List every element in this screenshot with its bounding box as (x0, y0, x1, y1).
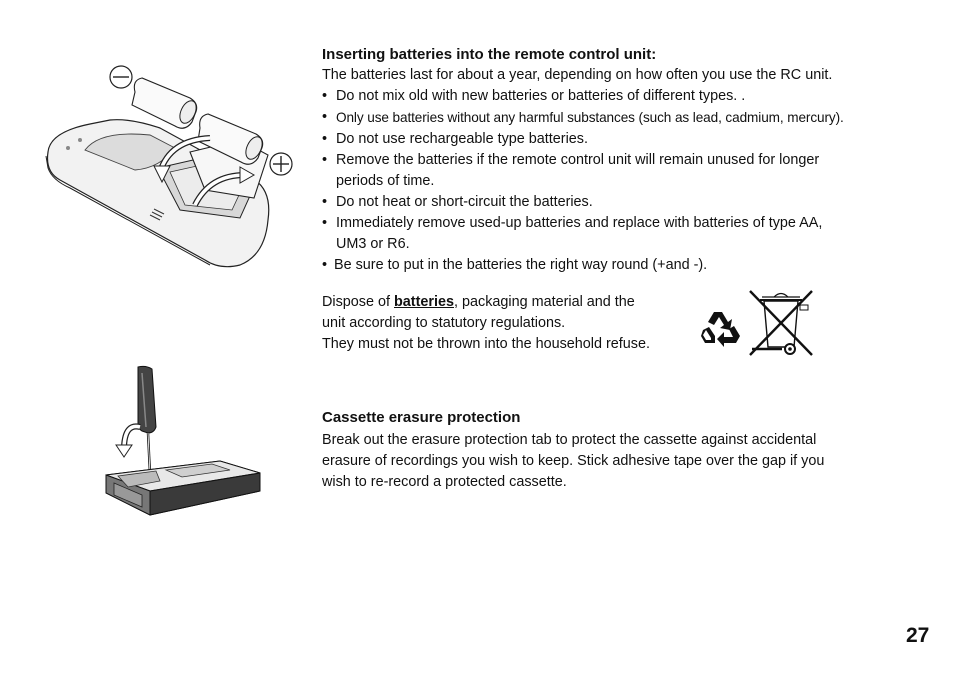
cassette-illustration (100, 365, 265, 525)
page-number: 27 (906, 624, 930, 647)
list-item-continuation: periods of time. (336, 173, 435, 189)
list-item: • Do not heat or short-circuit the batteries. (322, 194, 593, 210)
list-item-text: Do not use rechargeable type batteries. (336, 131, 588, 147)
battery-1 (132, 78, 199, 128)
cassette-section-body: Break out the erasure protection tab to protect the cassette against accidental erasure of recordings you wish to keep. Stick adhesive tape over the gap if you wish to re-record a protected cassette. (322, 432, 825, 490)
list-item-text: Remove the batteries if the remote control unit will remain unused for longer (336, 152, 820, 168)
recycle-icon (700, 308, 742, 346)
list-item: • Be sure to put in the batteries the right way round (+and -). (322, 257, 708, 273)
list-item-text: Do not heat or short-circuit the batteries. (336, 194, 593, 210)
plus-icon (270, 153, 292, 175)
list-item: • Remove the batteries if the remote control unit will remain unused for longer periods of time. (322, 152, 820, 189)
remote-battery-illustration (40, 60, 300, 275)
battery-section-intro: The batteries last for about a year, depending on how often you use the RC unit. (322, 67, 833, 83)
list-item: • Only use batteries without any harmful substances (such as lead, cadmium, mercury). (322, 109, 844, 125)
list-item-text: Immediately remove used-up batteries and replace with batteries of type AA, (336, 215, 823, 231)
list-item-continuation: UM3 or R6. (336, 236, 410, 252)
list-item-text: Be sure to put in the batteries the right way round (+and -). (334, 257, 708, 273)
batteries-link[interactable]: batteries (394, 294, 454, 310)
list-item: • Do not mix old with new batteries or batteries of different types. . (322, 88, 746, 104)
disposal-notice: Dispose of batteries, packaging material and the unit according to statutory regulations. They must not be thrown into the household refuse. (322, 294, 650, 352)
list-item: • Do not use rechargeable type batteries. (322, 131, 588, 147)
cassette-section-heading: Cassette erasure protection (322, 409, 521, 426)
list-item: • Immediately remove used-up batteries and replace with batteries of type AA, UM3 or R6. (322, 215, 823, 252)
battery-section-heading: Inserting batteries into the remote control unit: (322, 46, 657, 63)
list-item-text: Do not mix old with new batteries or batteries of different types. . (336, 88, 746, 104)
list-item-text: Only use batteries without any harmful substances (such as lead, cadmium, mercury). (336, 110, 844, 125)
battery-rules-list (322, 86, 844, 276)
minus-icon (110, 66, 132, 88)
crossed-bin-icon (748, 289, 814, 357)
cassette-body (106, 461, 260, 515)
